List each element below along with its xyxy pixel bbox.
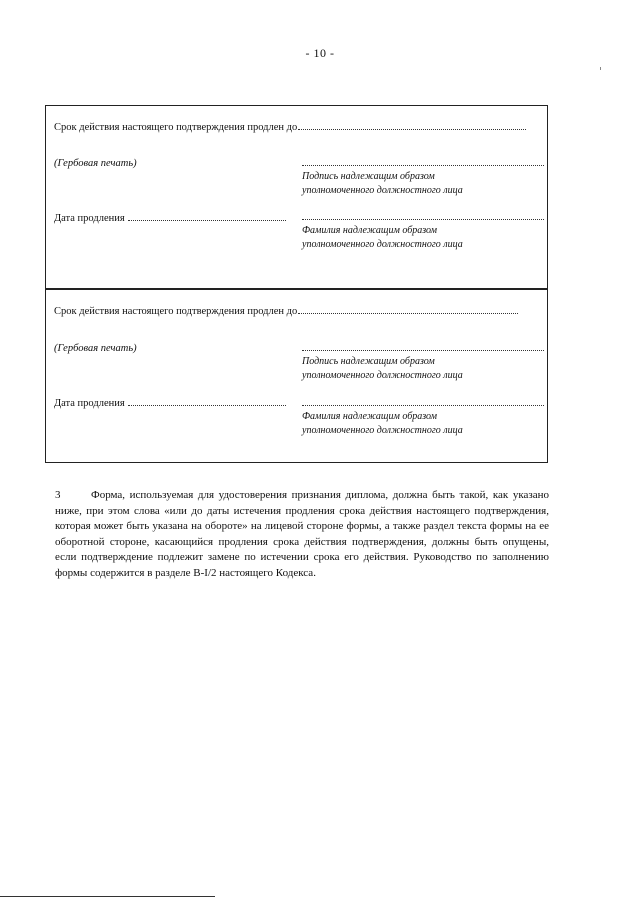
extension-block-1 — [45, 105, 548, 289]
name-field[interactable] — [302, 404, 544, 406]
paragraph-3 — [55, 488, 549, 581]
signature-caption-line-1: Подпись надлежащим образом — [302, 171, 435, 182]
page-number: - 10 - — [305, 46, 335, 60]
signature-caption-line-2: уполномоченного должностного лица — [302, 370, 463, 381]
name-caption — [302, 410, 463, 438]
footer-rule — [0, 896, 215, 897]
name-field[interactable] — [302, 218, 544, 220]
name-caption-line-2: уполномоченного должностного лица — [302, 425, 463, 436]
signature-field[interactable] — [302, 349, 544, 351]
extension-date-label: Дата продления — [54, 398, 125, 409]
seal-label: (Гербовая печать) — [54, 158, 137, 169]
extension-date-line — [54, 396, 286, 409]
paragraph-number: 3 — [55, 489, 61, 501]
extension-date-line — [54, 211, 286, 224]
signature-field[interactable] — [302, 164, 544, 166]
seal-label: (Гербовая печать) — [54, 343, 137, 354]
name-caption-line-1: Фамилия надлежащим образом — [302, 411, 438, 422]
extension-date-field[interactable] — [128, 211, 286, 221]
extension-block-2 — [45, 289, 548, 463]
name-caption-line-2: уполномоченного должностного лица — [302, 239, 463, 250]
validity-label: Срок действия настоящего подтверждения продлен до — [54, 306, 298, 317]
validity-line — [54, 120, 526, 133]
extension-date-label: Дата продления — [54, 213, 125, 224]
scan-mark — [600, 67, 601, 70]
validity-line — [54, 304, 518, 317]
paragraph-text: Форма, используемая для удостоверения признания диплома, должна быть такой, как указано ниже, при этом слова «или до даты истечения продления срока действия настоящего подтверждения, которая может быть указана на обороте» на лицевой стороне формы, а также раздел текста формы на ее оборотной стороне, касающийся продления срока действия подтверждения, должны быть опущены, если подтверждение подлежит замене по истечении срока его действия. Руководство по заполнению формы содержится в разделе B-I/2 настоящего Кодекса. — [55, 489, 549, 579]
signature-caption-line-2: уполномоченного должностного лица — [302, 185, 463, 196]
validity-label: Срок действия настоящего подтверждения продлен до — [54, 122, 298, 133]
validity-date-field[interactable] — [298, 120, 526, 130]
extension-date-field[interactable] — [128, 396, 286, 406]
validity-date-field[interactable] — [298, 304, 518, 314]
signature-caption — [302, 170, 463, 198]
name-caption — [302, 224, 463, 252]
signature-caption — [302, 355, 463, 383]
signature-caption-line-1: Подпись надлежащим образом — [302, 356, 435, 367]
name-caption-line-1: Фамилия надлежащим образом — [302, 225, 438, 236]
